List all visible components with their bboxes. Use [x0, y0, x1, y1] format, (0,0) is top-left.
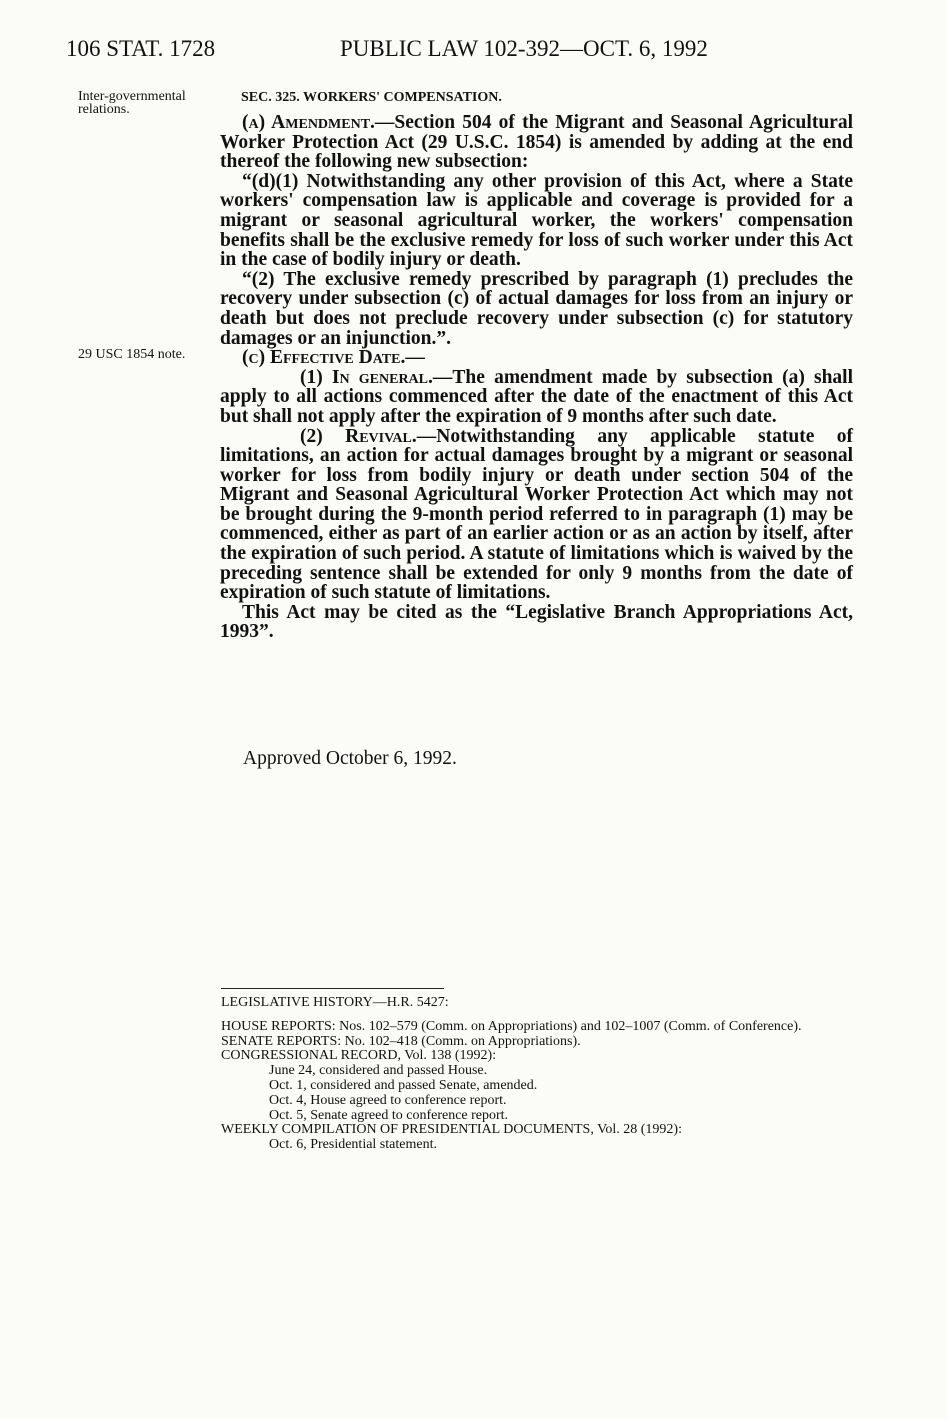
- senate-reports: SENATE REPORTS: No. 102–418 (Comm. on Appropriations).: [221, 1033, 581, 1049]
- subsection-c-label: (c) Effective Date.: [242, 347, 406, 369]
- subsection-a-text: —Section 504 of the Migrant and Seasonal Agricultural Worker Protection Act (29 U.S.C. 1854) is amended by adding at the end thereof the following new subsection:: [220, 112, 853, 173]
- subsection-a: [220, 113, 853, 172]
- paragraph-d1: “(d)(1) Notwithstanding any other provision of this Act, where a State workers' compensation law is applicable and coverage is provided for a migrant or seasonal agricultural worker, the workers' compensation benefits shall be the exclusive remedy for loss of such worker under this Act in the case of bodily injury or death.: [220, 170, 853, 271]
- short-title-citation: This Act may be cited as the “Legislative Branch Appropriations Act, 1993”.: [220, 601, 853, 643]
- margin-note-usc: 29 USC 1854 note.: [78, 347, 186, 362]
- legislative-history-title: LEGISLATIVE HISTORY—H.R. 5427:: [221, 995, 449, 1010]
- congressional-record: CONGRESSIONAL RECORD, Vol. 138 (1992):: [221, 1048, 497, 1064]
- paragraph-c1-label: (1) In general.: [300, 366, 433, 388]
- margin-note-intergovernmental: Inter-governmental relations.: [78, 89, 186, 117]
- subsection-c: [220, 348, 853, 368]
- record-item: June 24, considered and passed House.: [269, 1063, 488, 1079]
- record-item: Oct. 1, considered and passed Senate, amended.: [269, 1077, 538, 1093]
- weekly-item: Oct. 6, Presidential statement.: [269, 1137, 437, 1153]
- record-item: Oct. 4, House agreed to conference report.: [269, 1092, 507, 1108]
- house-reports: HOUSE REPORTS: Nos. 102–579 (Comm. on Appropriations) and 102–1007 (Comm. of Conference).: [221, 1018, 802, 1034]
- paragraph-c2-text: —Notwithstanding any applicable statute of limitations, an action for actual damages brought by a migrant or seasonal worker for loss from bodily injury or death under section 504 of the Migrant and Seasonal Agricultural Worker Protection Act which may not be brought during the 9-month period referred to in paragraph (1) may be commenced, either as part of an earlier action or as an action by itself, after the expiration of such period. A statute of limitations which is waived by the preceding sentence shall be extended for only 9 months from the date of expiration of such statute of limitations.: [220, 425, 853, 604]
- legislative-history: [221, 996, 861, 1153]
- divider-rule: [221, 988, 444, 989]
- approval-date: Approved October 6, 1992.: [243, 748, 457, 769]
- paragraph-d2: “(2) The exclusive remedy prescribed by paragraph (1) precludes the recovery under subsection (c) of actual damages for loss from an injury or death but does not preclude recovery under subsection (c) for statutory damages or an injunction.”.: [220, 268, 853, 349]
- paragraph-c2: [220, 427, 853, 603]
- subsection-a-label: (a) Amendment.: [242, 112, 375, 133]
- paragraph-c2-label: (2) Revival.: [300, 425, 417, 447]
- record-item: Oct. 5, Senate agreed to conference report.: [269, 1107, 509, 1123]
- paragraph-c1-text: —The amendment made by subsection (a) shall apply to all actions commenced after the date of the enactment of this Act but shall not apply after the expiration of 9 months after such date.: [220, 366, 853, 427]
- section-title: SEC. 325. WORKERS' COMPENSATION.: [241, 90, 502, 105]
- public-law-heading: PUBLIC LAW 102-392—OCT. 6, 1992: [340, 36, 708, 61]
- paragraph-c1: [220, 368, 853, 427]
- section-body: [220, 113, 853, 642]
- stat-reference: 106 STAT. 1728: [66, 36, 216, 61]
- weekly-compilation: WEEKLY COMPILATION OF PRESIDENTIAL DOCUMENTS, Vol. 28 (1992):: [221, 1122, 682, 1138]
- subsection-c-dash: —: [405, 347, 425, 369]
